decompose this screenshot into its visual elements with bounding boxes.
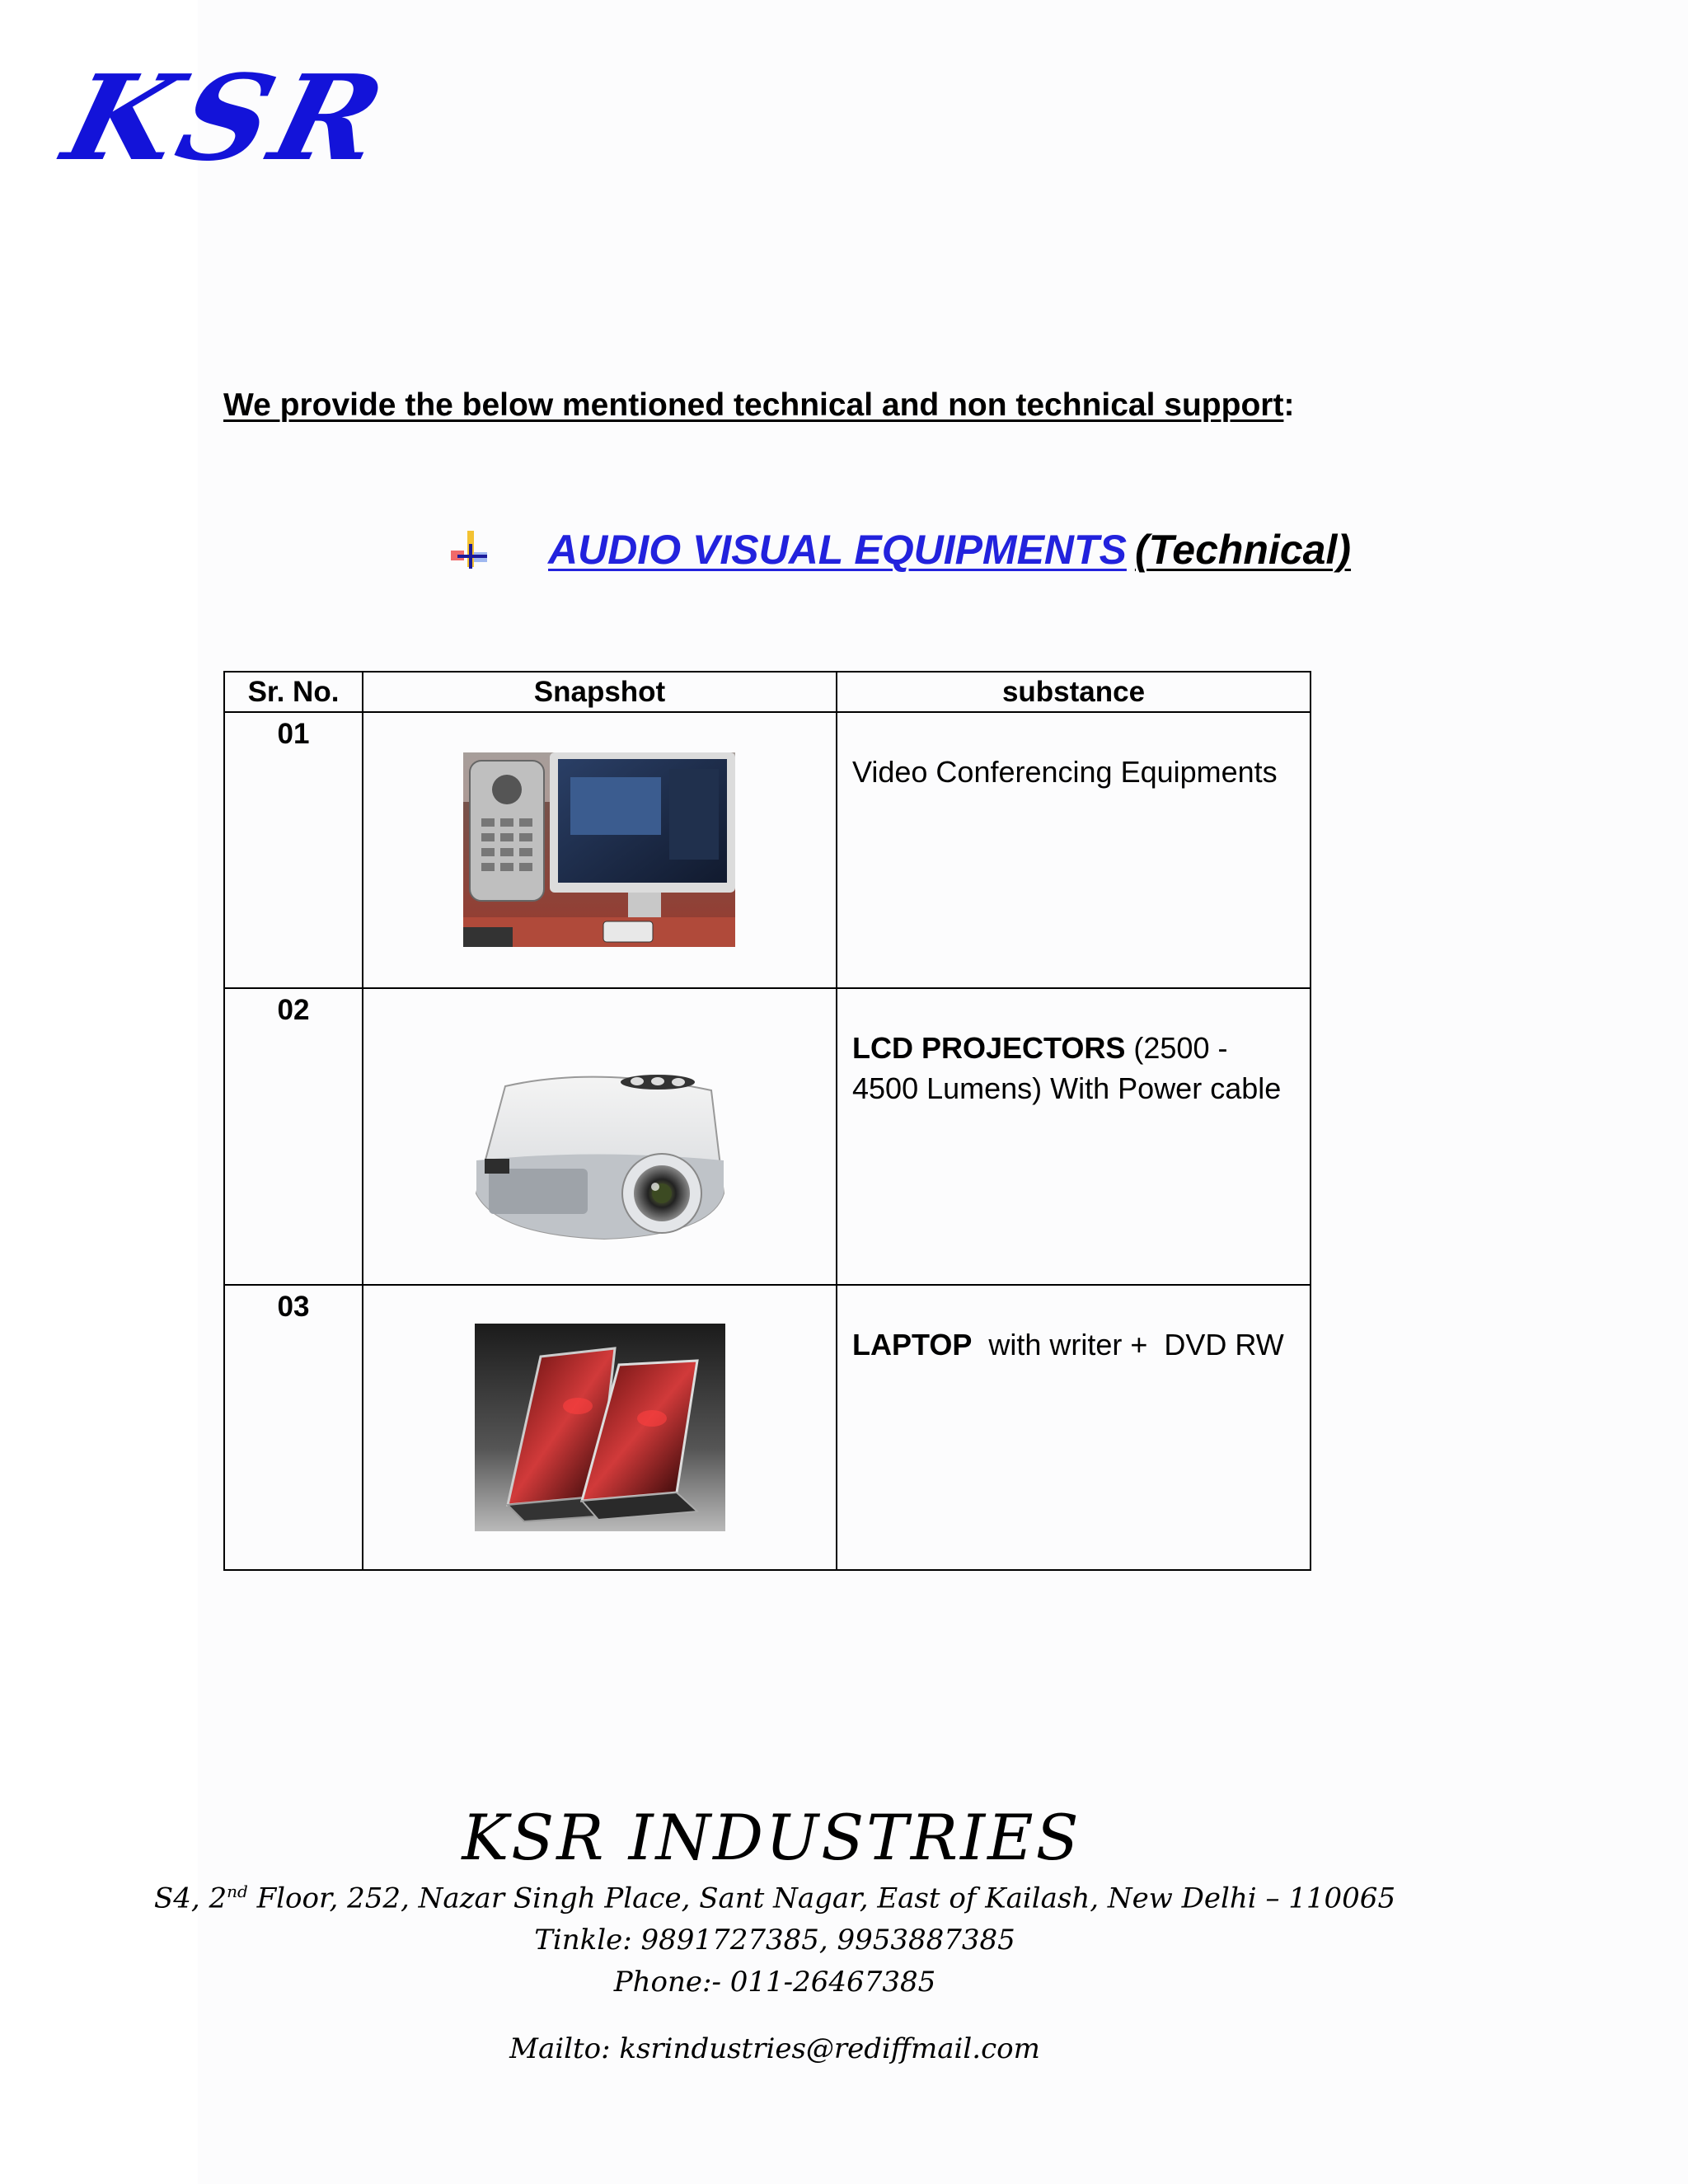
video-conferencing-photo: [463, 752, 735, 947]
mail-label: Mailto:: [509, 2032, 611, 2065]
row-substance: [837, 1285, 1311, 1570]
substance-text: Video Conferencing Equipments: [852, 755, 1278, 789]
row-sr-no: 03: [224, 1285, 363, 1570]
laptop-photo: [475, 1324, 725, 1531]
footer-tinkle: Tinkle: 9891727385, 9953887385: [534, 1924, 1015, 1957]
header-sr-no: Sr. No.: [224, 672, 363, 712]
substance-text: with writer + DVD RW: [972, 1328, 1284, 1361]
row-snapshot: [363, 712, 837, 988]
address-prefix: S4, 2: [153, 1882, 227, 1915]
intro-text: We provide the below mentioned technical and non technical support: [223, 387, 1284, 423]
substance-bold: LAPTOP: [852, 1328, 973, 1361]
mail-address-link[interactable]: ksrindustries@rediffmail.com: [610, 2032, 1040, 2065]
table-header-row: [224, 672, 1311, 712]
header-snapshot: Snapshot: [363, 672, 837, 712]
address-rest: Floor, 252, Nazar Singh Place, Sant Nagar, East of Kailash, New Delhi – 110065: [247, 1882, 1396, 1915]
footer-address: [0, 1882, 1550, 1915]
footer-phone: Phone:- 011-26467385: [613, 1966, 936, 1999]
header-substance: substance: [837, 672, 1311, 712]
row-snapshot: [363, 1285, 837, 1570]
row-substance: [837, 712, 1311, 988]
lcd-projector-photo: [472, 1070, 728, 1244]
footer-mail: [0, 2032, 1550, 2065]
section-heading: [449, 521, 1351, 579]
equipment-table: [223, 671, 1311, 1571]
intro-colon: :: [1283, 387, 1295, 423]
section-title-link[interactable]: AUDIO VISUAL EQUIPMENTS: [548, 527, 1127, 573]
row-snapshot: [363, 988, 837, 1285]
footer-company-name: KSR INDUSTRIES: [462, 1801, 1081, 1874]
section-title-tag: (Technical): [1134, 527, 1352, 573]
address-sup: nd: [227, 1882, 248, 1901]
row-substance: [837, 988, 1311, 1285]
table-row: [224, 988, 1311, 1285]
substance-bold: LCD PROJECTORS: [852, 1031, 1126, 1065]
table-row: [224, 1285, 1311, 1570]
row-sr-no: 02: [224, 988, 363, 1285]
intro-heading: [223, 387, 1294, 424]
table-row: [224, 712, 1311, 988]
company-logo: KSR: [52, 49, 401, 188]
bullet-plus-icon: [449, 529, 490, 570]
substance-text: (2500 - 4500 Lumens) With Power cable: [852, 1031, 1282, 1105]
row-sr-no: 01: [224, 712, 363, 988]
